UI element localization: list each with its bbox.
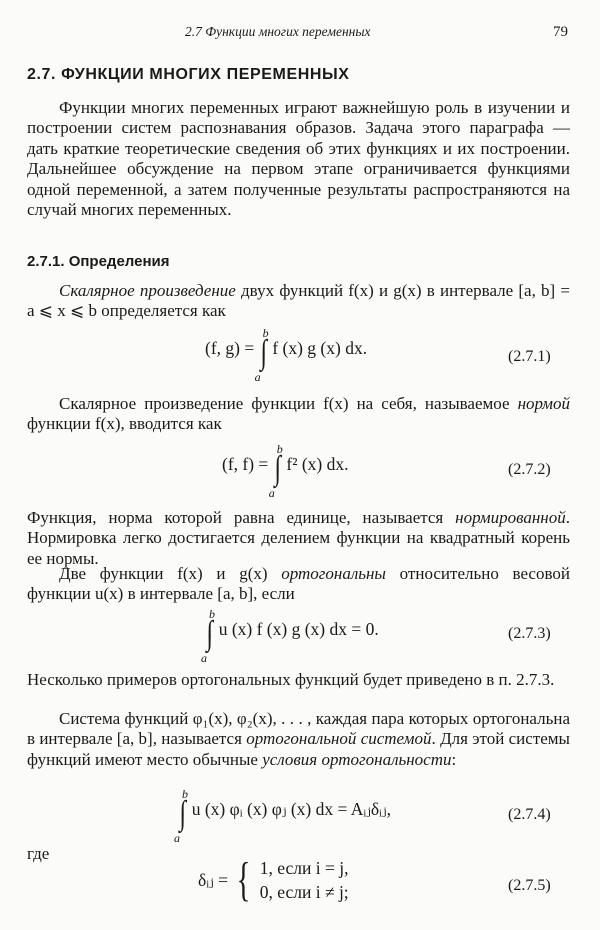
eq1-lower-limit: a bbox=[254, 370, 261, 384]
brace-icon: { bbox=[236, 853, 251, 906]
p2-text-start: Скалярное произведение функции f(x) на себя, называемое bbox=[59, 394, 518, 413]
examples-paragraph: Несколько примеров ортогональных функций будет приведено в п. 2.7.3. bbox=[27, 670, 555, 689]
intro-paragraph: Функции многих переменных играют важнейшую роль в изучении и построении систем распознавания образов. Задача этого параграфа — дать краткие теоретические сведения об этих функциях и их построении. Дальнейшее обсуждение на первом этапе ограничивается функциями одной переменной, а затем полученные результаты распространяются на случай многих переменных. bbox=[27, 98, 570, 220]
integral-sign: ∫ bbox=[206, 615, 213, 652]
eq2-lower-limit: a bbox=[268, 486, 275, 500]
term-orthogonal: ортогональны bbox=[281, 564, 386, 583]
eq1-lhs: (f, g) = bbox=[205, 338, 255, 358]
p4-text-start: Две функции f(x) и g(x) bbox=[59, 564, 282, 583]
equation-number-2-7-3: (2.7.3) bbox=[508, 625, 551, 642]
eq4-upper-limit: b bbox=[182, 787, 188, 801]
term-orthogonality-conditions: условия ортогональности bbox=[262, 749, 452, 769]
term-norm: нормой bbox=[517, 394, 570, 413]
eq5-cases bbox=[260, 856, 349, 904]
equation-2-7-2 bbox=[222, 442, 349, 500]
term-normalized: нормированной bbox=[455, 508, 566, 527]
subsection-title: 2.7.1. Определения bbox=[27, 253, 170, 270]
definition-paragraph-2 bbox=[27, 394, 570, 435]
eq3-upper-limit: b bbox=[209, 607, 215, 621]
page-number: 79 bbox=[553, 24, 568, 40]
p1-text: двух функций f(x) и g(x) в интервале [a, b] = a ⩽ x ⩽ b определяется как bbox=[27, 281, 570, 321]
eq1-integrand: f (x) g (x) dx. bbox=[272, 338, 368, 358]
equation-2-7-1 bbox=[205, 326, 368, 384]
orthogonal-system-paragraph bbox=[27, 709, 570, 770]
eq2-integrand: f² (x) dx. bbox=[286, 454, 349, 474]
eq1-upper-limit: b bbox=[262, 326, 269, 340]
eq5-case-1: 1, если i = j, bbox=[259, 858, 349, 878]
eq4-integrand: u (x) φᵢ (x) φⱼ (x) dx = Aᵢⱼδᵢⱼ, bbox=[191, 799, 391, 819]
p6-text-mid: . Для этой системы функций имеют место обычные bbox=[27, 729, 570, 769]
eq5-case-2: 0, если i ≠ j; bbox=[259, 882, 349, 902]
equation-number-2-7-1: (2.7.1) bbox=[508, 348, 551, 365]
definition-paragraph-4 bbox=[27, 564, 570, 605]
equation-number-2-7-5: (2.7.5) bbox=[508, 877, 551, 894]
eq2-upper-limit: b bbox=[276, 442, 283, 456]
p6-text-start: Система функций φ₁(x), φ₂(x), . . . , каждая пара которых ортогональна в интервале [a, b], называется bbox=[27, 709, 570, 749]
definition-paragraph-3 bbox=[27, 508, 570, 569]
integral-sign: ∫ bbox=[274, 450, 281, 487]
term-orthogonal-system: ортогональной системой bbox=[246, 729, 432, 749]
running-head: 2.7 Функции многих переменных bbox=[185, 24, 371, 39]
eq4-lower-limit: a bbox=[174, 831, 180, 845]
equation-2-7-4 bbox=[174, 787, 391, 845]
p3-text-rest: . Нормировка легко достигается делением функции на квадратный корень ее нормы. bbox=[27, 508, 570, 568]
equation-number-2-7-4: (2.7.4) bbox=[508, 806, 551, 823]
eq3-lower-limit: a bbox=[201, 651, 207, 665]
integral-sign: ∫ bbox=[179, 795, 186, 832]
definition-paragraph-1 bbox=[27, 281, 570, 322]
section-title: 2.7. ФУНКЦИИ МНОГИХ ПЕРЕМЕННЫХ bbox=[27, 66, 350, 83]
eq3-integrand: u (x) f (x) g (x) dx = 0. bbox=[218, 619, 379, 639]
p2-text-rest: функции f(x), вводится как bbox=[27, 414, 222, 434]
p4-text-rest: относительно весовой функции u(x) в интервале [a, b], если bbox=[27, 564, 570, 604]
where-label: где bbox=[27, 844, 50, 863]
p6-text-end: : bbox=[451, 749, 457, 769]
eq2-lhs: (f, f) = bbox=[222, 454, 269, 474]
equation-2-7-3 bbox=[201, 607, 379, 665]
p3-text-start: Функция, норма которой равна единице, называется bbox=[27, 508, 456, 527]
integral-sign: ∫ bbox=[260, 334, 267, 371]
eq5-lhs: δᵢⱼ = bbox=[198, 869, 228, 890]
equation-number-2-7-2: (2.7.2) bbox=[508, 461, 551, 478]
equation-2-7-5 bbox=[198, 853, 349, 906]
term-scalar-product: Скалярное произведение bbox=[59, 281, 236, 300]
